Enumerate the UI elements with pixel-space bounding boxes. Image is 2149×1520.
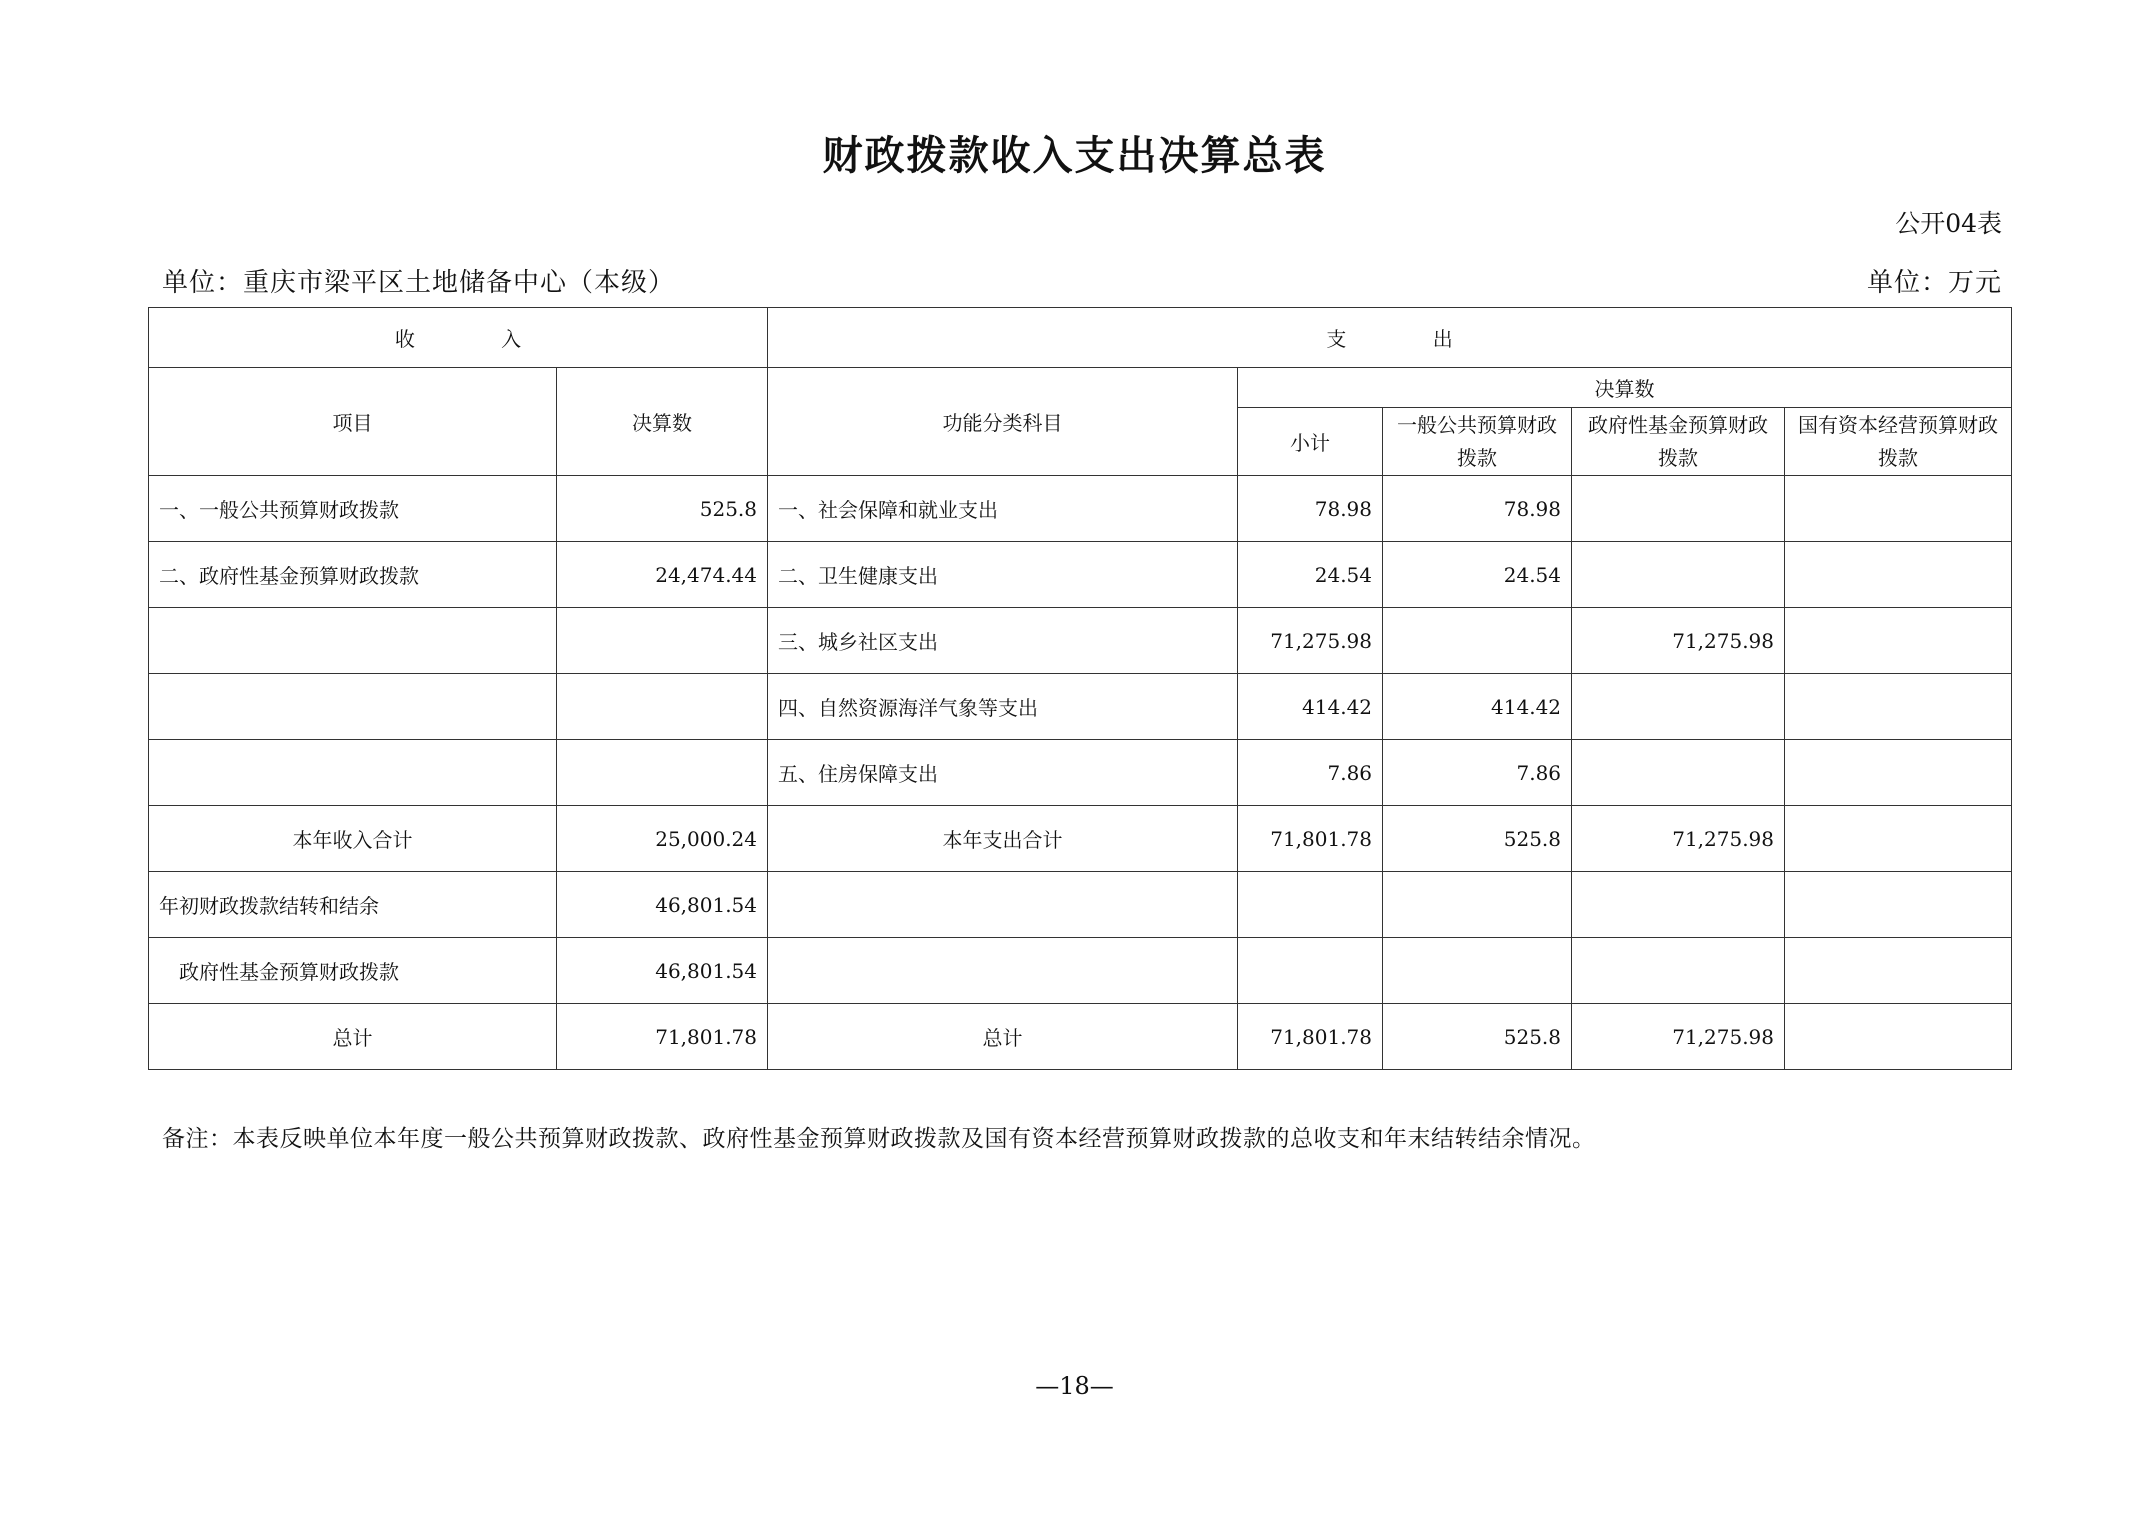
header-row-2 [149, 368, 2012, 408]
table-row [149, 872, 2012, 938]
income-header: 收 入 [149, 308, 768, 368]
expense-header: 支 出 [768, 308, 2012, 368]
amount-cell: 71,801.78 [557, 1004, 768, 1070]
income-total-row [149, 806, 2012, 872]
page-number: —18— [1035, 1372, 1114, 1400]
state-capital-header: 国有资本经营预算财政拨款 [1785, 408, 2012, 476]
func-cell: 三、城乡社区支出 [768, 608, 1238, 674]
item-cell: 年初财政拨款结转和结余 [149, 872, 557, 938]
general-cell [1383, 872, 1572, 938]
header-row-1 [149, 308, 2012, 368]
func-cell: 一、社会保障和就业支出 [768, 476, 1238, 542]
fund-cell: 71,275.98 [1572, 806, 1785, 872]
amount-cell: 24,474.44 [557, 542, 768, 608]
subtotal-cell [1238, 872, 1383, 938]
item-cell: 本年收入合计 [149, 806, 557, 872]
subtotal-cell: 414.42 [1238, 674, 1383, 740]
fund-cell: 71,275.98 [1572, 608, 1785, 674]
fund-cell [1572, 476, 1785, 542]
func-cell: 四、自然资源海洋气象等支出 [768, 674, 1238, 740]
amount-cell: 525.8 [557, 476, 768, 542]
fund-cell [1572, 740, 1785, 806]
general-cell [1383, 938, 1572, 1004]
item-cell [149, 674, 557, 740]
item-cell [149, 608, 557, 674]
table-row [149, 938, 2012, 1004]
func-cell: 本年支出合计 [768, 806, 1238, 872]
func-cell: 五、住房保障支出 [768, 740, 1238, 806]
unit-currency: 单位：万元 [1866, 268, 2002, 298]
subtotal-cell: 7.86 [1238, 740, 1383, 806]
table-row [149, 674, 2012, 740]
fund-cell [1572, 542, 1785, 608]
capital-cell [1785, 608, 2012, 674]
capital-cell [1785, 476, 2012, 542]
amount-cell [557, 608, 768, 674]
func-cell [768, 872, 1238, 938]
table-row [149, 542, 2012, 608]
grand-total-row [149, 1004, 2012, 1070]
subtotal-cell: 78.98 [1238, 476, 1383, 542]
capital-cell [1785, 740, 2012, 806]
general-cell: 7.86 [1383, 740, 1572, 806]
general-cell: 78.98 [1383, 476, 1572, 542]
capital-cell [1785, 806, 2012, 872]
footnote: 备注：本表反映单位本年度一般公共预算财政拨款、政府性基金预算财政拨款及国有资本经营预算财政拨款的总收支和年末结转结余情况。 [162, 1126, 1596, 1152]
func-cell [768, 938, 1238, 1004]
general-cell: 525.8 [1383, 1004, 1572, 1070]
subtotal-cell [1238, 938, 1383, 1004]
item-cell: 二、政府性基金预算财政拨款 [149, 542, 557, 608]
general-cell: 414.42 [1383, 674, 1572, 740]
general-cell: 24.54 [1383, 542, 1572, 608]
subtotal-cell: 71,801.78 [1238, 1004, 1383, 1070]
fund-cell [1572, 938, 1785, 1004]
amount-cell [557, 740, 768, 806]
subtotal-cell: 71,275.98 [1238, 608, 1383, 674]
amount-cell: 46,801.54 [557, 938, 768, 1004]
fund-cell [1572, 674, 1785, 740]
unit-organization: 单位：重庆市梁平区土地储备中心（本级） [162, 268, 676, 298]
final-amount-header: 决算数 [557, 368, 768, 476]
table-number: 公开04表 [1895, 209, 2002, 238]
capital-cell [1785, 1004, 2012, 1070]
subtotal-cell: 24.54 [1238, 542, 1383, 608]
final-amount-group-header: 决算数 [1238, 368, 2012, 408]
general-cell [1383, 608, 1572, 674]
amount-cell: 46,801.54 [557, 872, 768, 938]
page-title: 财政拨款收入支出决算总表 [822, 132, 1327, 179]
table-row [149, 476, 2012, 542]
item-cell: 政府性基金预算财政拨款 [149, 938, 557, 1004]
amount-cell [557, 674, 768, 740]
capital-cell [1785, 674, 2012, 740]
item-header: 项目 [149, 368, 557, 476]
item-cell: 一、一般公共预算财政拨款 [149, 476, 557, 542]
general-budget-header: 一般公共预算财政拨款 [1383, 408, 1572, 476]
amount-cell: 25,000.24 [557, 806, 768, 872]
func-category-header: 功能分类科目 [768, 368, 1238, 476]
fund-cell: 71,275.98 [1572, 1004, 1785, 1070]
fund-cell [1572, 872, 1785, 938]
general-cell: 525.8 [1383, 806, 1572, 872]
subtotal-header: 小计 [1238, 408, 1383, 476]
capital-cell [1785, 872, 2012, 938]
item-cell: 总计 [149, 1004, 557, 1070]
item-cell [149, 740, 557, 806]
table-row [149, 740, 2012, 806]
table-row [149, 608, 2012, 674]
capital-cell [1785, 542, 2012, 608]
capital-cell [1785, 938, 2012, 1004]
func-cell: 总计 [768, 1004, 1238, 1070]
fiscal-summary-table [148, 307, 2012, 1070]
func-cell: 二、卫生健康支出 [768, 542, 1238, 608]
subtotal-cell: 71,801.78 [1238, 806, 1383, 872]
gov-fund-header: 政府性基金预算财政拨款 [1572, 408, 1785, 476]
